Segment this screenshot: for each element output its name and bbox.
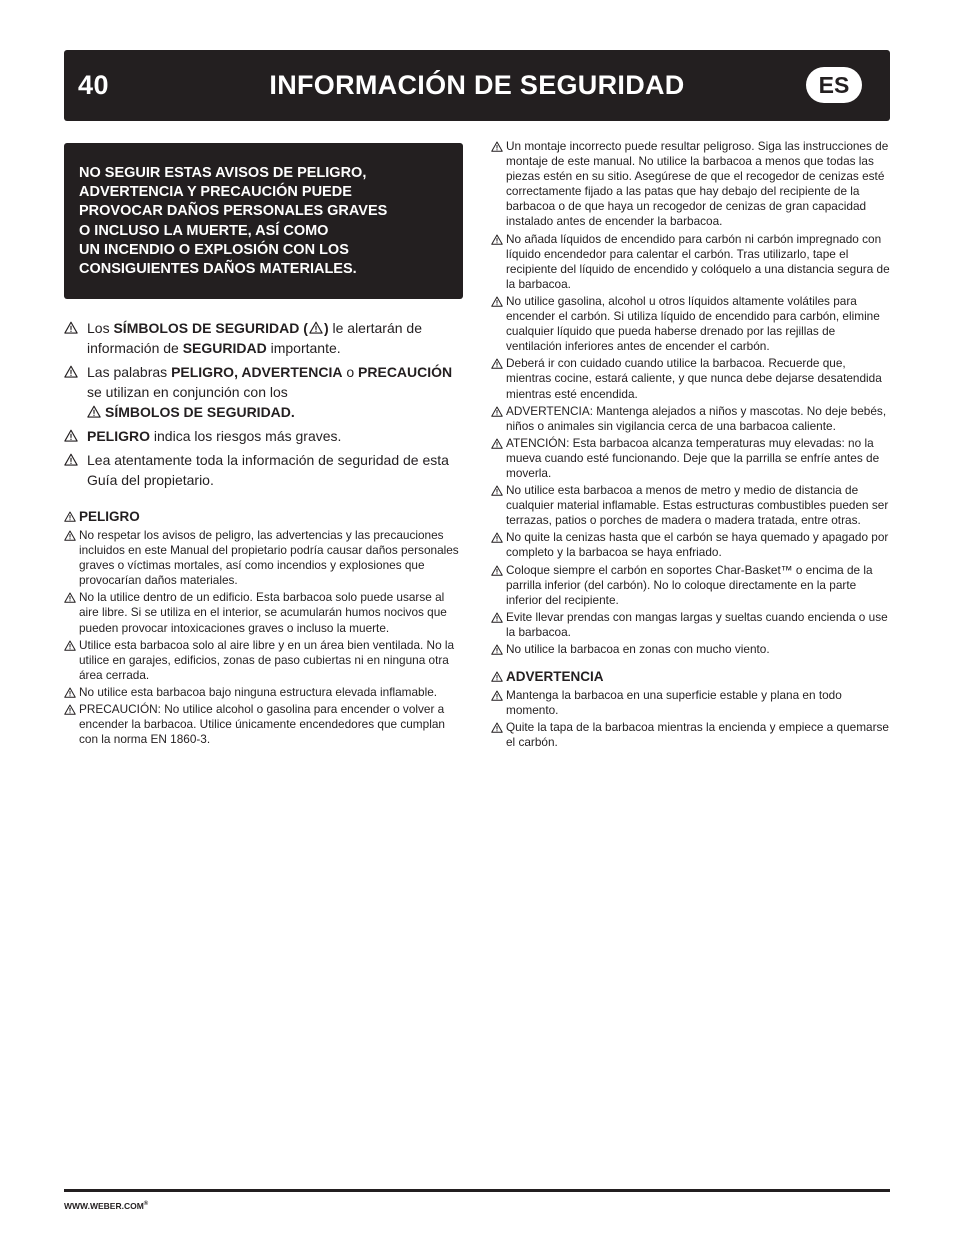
list-item-text: No utilice la barbacoa en zonas con mucho viento.: [506, 642, 770, 656]
list-item: [491, 356, 891, 401]
section-title: [491, 669, 891, 684]
list-item: [64, 702, 466, 747]
intro-bold: PELIGRO, ADVERTENCIA: [171, 364, 343, 380]
list-item: [491, 720, 891, 750]
intro-text: Las palabras: [87, 364, 172, 380]
list-item: [491, 404, 891, 434]
list-item: [491, 294, 891, 354]
warning-line: ADVERTENCIA Y PRECAUCIÓN PUEDE: [79, 184, 352, 201]
warning-triangle-icon: [64, 511, 76, 522]
list-item: [491, 232, 891, 292]
list-item-text: Evite llevar prendas con mangas largas y sueltas cuando encienda o use la barbacoa.: [506, 609, 888, 639]
language-badge: ES: [806, 67, 862, 103]
warning-triangle-icon: [491, 671, 503, 682]
list-item-text: No utilice gasolina, alcohol u otros líquidos altamente volátiles para encender el carbón. Si utiliza líquido de encendido para carbón, elimine cualquier líquido que pueda haberse drenado por las rejillas de ventilación inferiores antes de encender el carbón.: [506, 293, 880, 354]
warning-triangle-icon: [64, 704, 76, 715]
warning-triangle-icon: [491, 234, 503, 245]
list-item: [491, 530, 891, 560]
intro-item: [64, 426, 464, 446]
warning-box: [64, 143, 463, 299]
section-title-text: ADVERTENCIA: [506, 669, 604, 685]
warning-triangle-icon: [491, 644, 503, 655]
list-item-text: Quite la tapa de la barbacoa mientras la encienda y empiece a quemarse el carbón.: [506, 720, 889, 750]
warning-triangle-icon: [64, 530, 76, 541]
warning-triangle-icon: [64, 365, 78, 378]
intro-item: [64, 450, 464, 490]
warning-triangle-icon: [491, 406, 503, 417]
intro-text: Lea atentamente toda la información de seguridad de esta Guía del propietario.: [87, 452, 449, 488]
intro-list: [64, 318, 464, 494]
warning-triangle-icon: [64, 687, 76, 698]
list-item: [491, 688, 891, 718]
section-title: [64, 509, 466, 524]
section-title-text: PELIGRO: [79, 509, 140, 524]
page-header: [64, 50, 890, 121]
warning-triangle-icon: [64, 321, 78, 334]
list-item: [64, 528, 466, 588]
list-item: [491, 642, 891, 657]
intro-bold: SÍMBOLOS DE SEGURIDAD (: [113, 320, 308, 336]
list-item: [64, 685, 466, 700]
warning-line: O INCLUSO LA MUERTE, ASÍ COMO: [79, 222, 329, 239]
list-item-text: No la utilice dentro de un edificio. Esta barbacoa solo puede usarse al aire libre. Si se utiliza en el interior, se acumularán humos nocivos que pueden provocar intoxicaciones graves o incluso la muerte.: [79, 590, 447, 635]
warning-line: UN INCENDIO O EXPLOSIÓN CON LOS: [79, 241, 349, 258]
warning-triangle-icon: [491, 612, 503, 623]
list-item-text: Coloque siempre el carbón en soportes Char-Basket™ o encima de la parrilla inferior (del carbón). No lo coloque directamente en la parte inferior del recipiente.: [506, 562, 873, 607]
registered-mark: ®: [143, 1201, 149, 1208]
warning-triangle-icon: [491, 438, 503, 449]
warning-triangle-icon: [491, 722, 503, 733]
peligro-section: [64, 509, 466, 749]
list-item-text: Mantenga la barbacoa en una superficie estable y plana en todo momento.: [506, 688, 842, 718]
warning-triangle-icon: [64, 640, 76, 651]
list-item: [491, 483, 891, 528]
warning-triangle-icon: [64, 453, 78, 466]
intro-bold: SEGURIDAD: [182, 340, 267, 356]
intro-text: o: [342, 364, 359, 380]
warning-line: CONSIGUIENTES DAÑOS MATERIALES.: [79, 261, 357, 278]
warning-line: NO SEGUIR ESTAS AVISOS DE PELIGRO,: [79, 165, 367, 181]
list-item: [64, 590, 466, 635]
warning-triangle-icon: [491, 690, 503, 701]
list-item: [491, 139, 891, 230]
list-item-text: Utilice esta barbacoa solo al aire libre y en un área bien ventilada. No la utilice en garajes, edificios, zonas de paso cubiertas ni en ninguna otra área cerrada.: [79, 637, 455, 682]
page-title: INFORMACIÓN DE SEGURIDAD: [269, 70, 685, 100]
intro-item: [64, 362, 464, 422]
page-number: 40: [78, 70, 110, 100]
intro-text: le alertarán de información de: [87, 320, 423, 356]
warning-triangle-icon: [491, 358, 503, 369]
intro-bold: ): [323, 320, 329, 336]
list-item-text: ATENCIÓN: Esta barbacoa alcanza temperaturas muy elevadas: no la mueva cuando esté funcionando. Deje que la parrilla se enfríe antes de moverla.: [506, 435, 880, 480]
warning-triangle-icon: [491, 485, 503, 496]
warning-triangle-icon: [309, 321, 323, 334]
intro-text: se utilizan en conjunción con los: [87, 384, 288, 400]
intro-bold: PRECAUCIÓN: [358, 364, 453, 380]
list-item: [491, 436, 891, 481]
list-item-text: No utilice esta barbacoa a menos de metro y medio de distancia de cualquier material inflamable. Estas estructuras combustibles pueden ser terrazas, patios o porches de madera o madera tratada, entre otras.: [506, 483, 889, 528]
intro-item: [64, 318, 464, 358]
warning-triangle-icon: [64, 429, 78, 442]
list-item-text: No respetar los avisos de peligro, las advertencias y las precauciones incluidos en este Manual del propietario podría causar daños personales graves o víctimas mortales, así como incendios y explosiones que provocarían daños materiales.: [79, 528, 459, 588]
list-item-text: Un montaje incorrecto puede resultar peligroso. Siga las instrucciones de montaje de este manual. No utilice la barbacoa a menos que todas las piezas estén en su sitio. Asegúrese de que el recogedor de cenizas esté correctamente fijado a las patas que hay debajo del recipiente de la barbacoa o de que haya un recogedor de cenizas de gran capacidad instalado antes de encender la barbacoa.: [506, 139, 889, 229]
list-item: [491, 610, 891, 640]
warning-line: PROVOCAR DAÑOS PERSONALES GRAVES: [79, 203, 388, 220]
list-item: [491, 563, 891, 608]
intro-bold: PELIGRO: [87, 428, 151, 444]
footer: [64, 1201, 148, 1211]
list-item: [64, 638, 466, 683]
footer-rule: [64, 1189, 890, 1192]
list-item-text: PRECAUCIÓN: No utilice alcohol o gasolina para encender o volver a encender la barbacoa. Utilice únicamente encendedores que cumplan con la norma EN 1860-3.: [79, 702, 445, 747]
warning-triangle-icon: [491, 141, 503, 152]
right-column: [491, 139, 891, 752]
list-item-text: No añada líquidos de encendido para carbón ni carbón impregnado con líquido encendedor para calentar el carbón. Tras utilizarlo, tape el recipiente del líquido de encendido y colóquelo a una distancia segura de la barbacoa.: [506, 231, 890, 291]
warning-triangle-icon: [491, 565, 503, 576]
intro-bold: SÍMBOLOS DE SEGURIDAD.: [105, 404, 295, 420]
spacer: [491, 659, 891, 669]
list-item-text: No utilice esta barbacoa bajo ninguna estructura elevada inflamable.: [79, 684, 438, 699]
intro-text: importante.: [266, 340, 341, 356]
list-item-text: No quite la cenizas hasta que el carbón se haya quemado y apagado por completo y la barbacoa se haya enfriado.: [506, 530, 889, 560]
intro-text: Los: [87, 320, 114, 336]
warning-triangle-icon: [491, 532, 503, 543]
intro-text: indica los riesgos más graves.: [150, 428, 342, 444]
warning-triangle-icon: [64, 592, 76, 603]
warning-triangle-icon: [491, 296, 503, 307]
warning-triangle-icon: [87, 405, 101, 418]
list-item-text: Deberá ir con cuidado cuando utilice la barbacoa. Recuerde que, mientras cocine, estará caliente, y que nunca debe dejarse desatendida mientras esté encendida.: [506, 356, 882, 401]
footer-url: WWW.WEBER.COM: [64, 1201, 144, 1211]
list-item-text: ADVERTENCIA: Mantenga alejados a niños y mascotas. No deje bebés, niños o animales sin vigilancia cerca de una barbacoa caliente.: [506, 403, 887, 433]
